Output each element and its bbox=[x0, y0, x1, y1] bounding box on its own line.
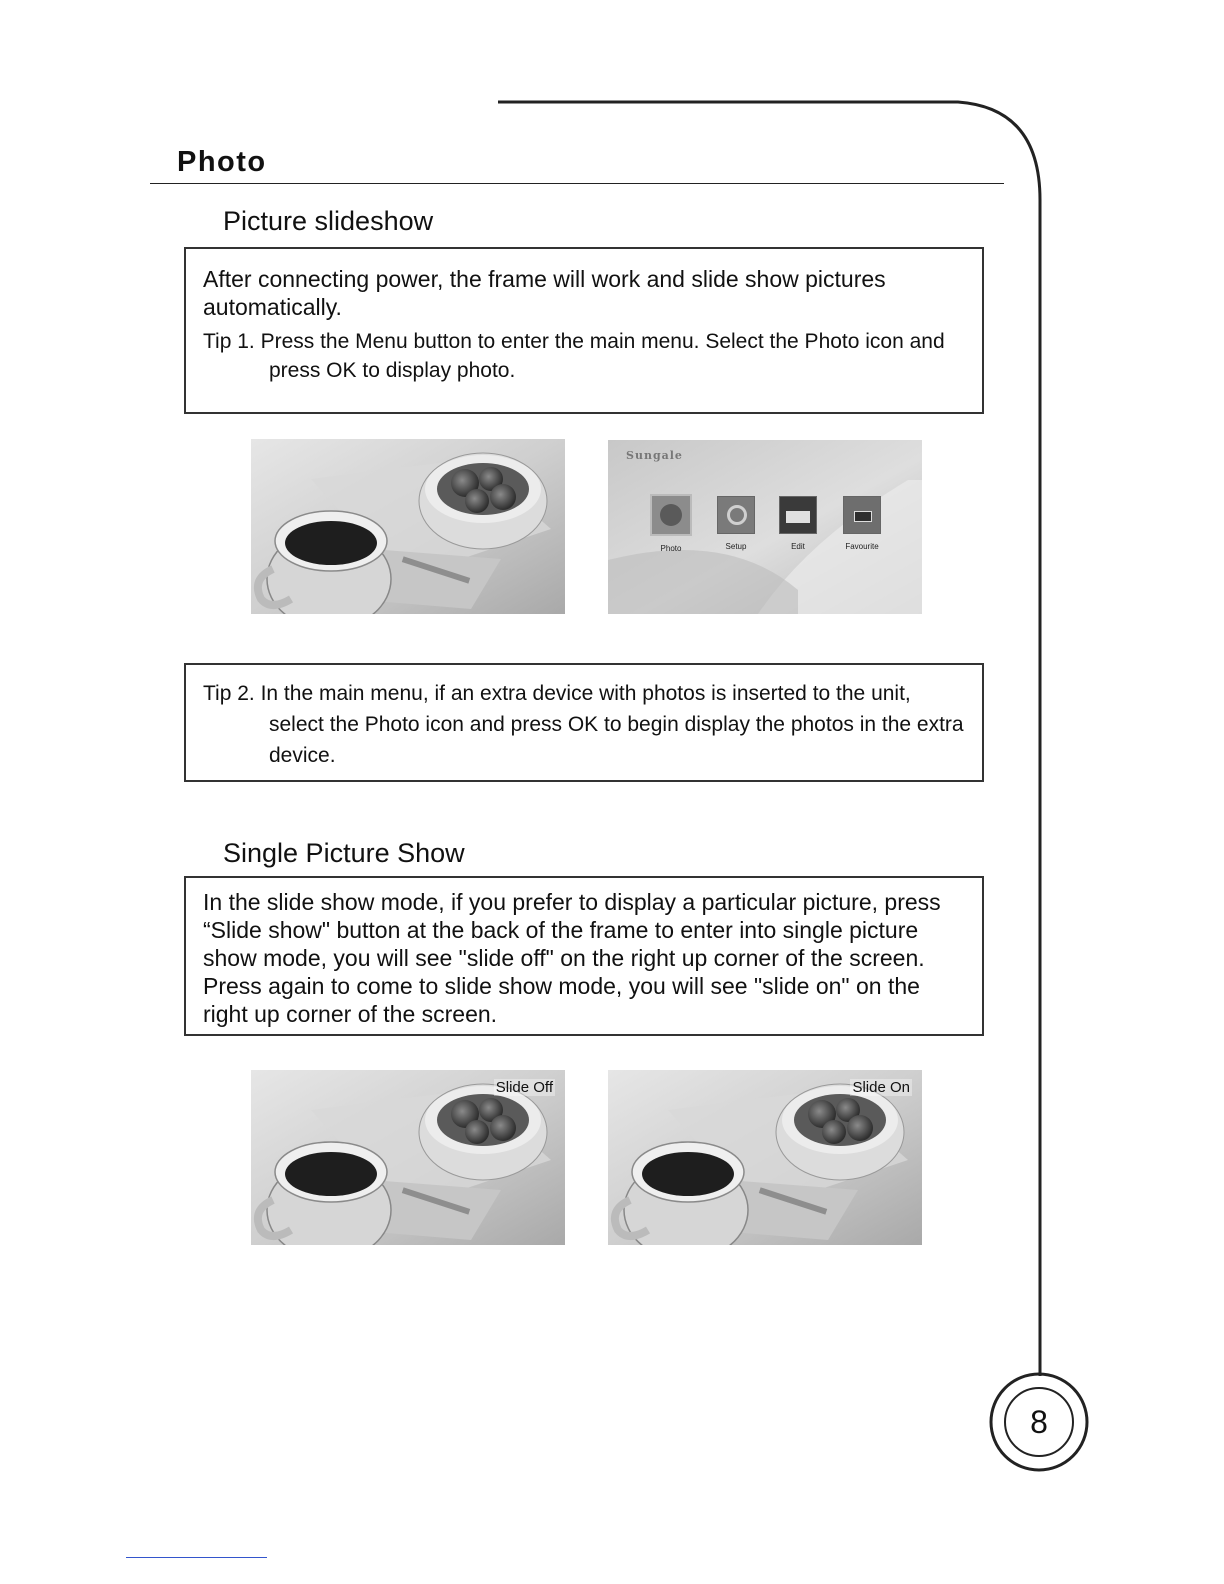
menu-label-photo: Photo bbox=[660, 544, 682, 553]
picture-slideshow-heading: Picture slideshow bbox=[223, 206, 434, 236]
footer-link-underline bbox=[126, 1557, 267, 1558]
page-number: 8 bbox=[1030, 1404, 1048, 1440]
tip-1-text: Tip 1. Press the Menu button to enter the main menu. Select the Photo icon and press OK to display photo. bbox=[203, 330, 945, 382]
menu-label-favourite: Favourite bbox=[845, 542, 879, 551]
single-picture-info-box bbox=[184, 876, 984, 1036]
favourite-icon bbox=[843, 496, 881, 534]
section-title: Photo bbox=[177, 146, 267, 178]
main-menu-screen bbox=[608, 440, 922, 614]
menu-item-favourite[interactable] bbox=[832, 496, 892, 551]
brand-logo: Sungale bbox=[626, 449, 683, 462]
single-picture-show-heading: Single Picture Show bbox=[223, 838, 465, 868]
menu-item-photo[interactable] bbox=[641, 496, 701, 553]
menu-label-setup: Setup bbox=[725, 542, 747, 551]
slideshow-intro-text: After connecting power, the frame will work and slide show pictures automatically. bbox=[203, 266, 886, 320]
tip-2-text: Tip 2. In the main menu, if an extra device with photos is inserted to the unit, select the Photo icon and press OK to begin display the photos in the extra device. bbox=[203, 682, 964, 767]
slideshow-info-box bbox=[184, 247, 984, 414]
slide-on-label: Slide On bbox=[852, 1079, 910, 1096]
slide-off-label: Slide Off bbox=[495, 1079, 553, 1096]
title-rule bbox=[150, 183, 1004, 184]
single-picture-body-text: In the slide show mode, if you prefer to display a particular picture, press “Slide show" button at the back of the frame to enter into single picture show mode, you will see "slide off" on the right up corner of the screen. Press again to come to slide show mode, you will see "slide on" on the right up corner of the screen. bbox=[203, 889, 941, 1027]
tip-2-box bbox=[184, 663, 984, 782]
edit-icon bbox=[779, 496, 817, 534]
setup-icon bbox=[717, 496, 755, 534]
slide-off-photo bbox=[251, 1070, 565, 1245]
coffee-fruit-photo bbox=[251, 439, 565, 614]
menu-label-edit: Edit bbox=[791, 542, 805, 551]
photo-icon bbox=[650, 494, 692, 536]
menu-item-edit[interactable] bbox=[768, 496, 828, 551]
slide-on-photo bbox=[608, 1070, 922, 1245]
menu-item-setup[interactable] bbox=[706, 496, 766, 551]
